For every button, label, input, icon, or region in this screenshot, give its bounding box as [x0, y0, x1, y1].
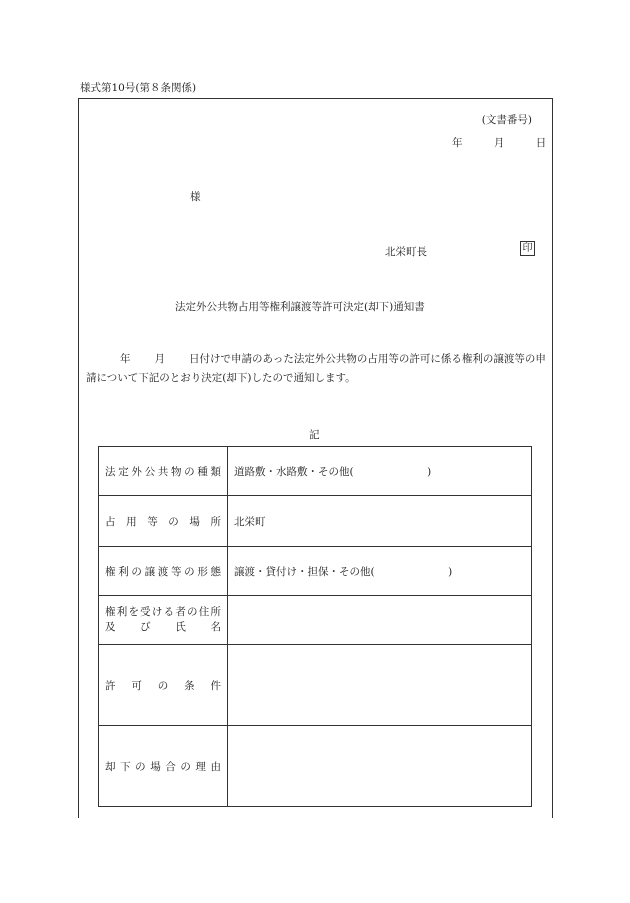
table-row [99, 596, 532, 645]
row-label-line1: 権 利 を 受 け る 者 の 住 所 [105, 606, 221, 618]
date-day: 日 [535, 137, 547, 149]
row-value [228, 645, 532, 726]
table-row [99, 547, 532, 596]
row-value: 道路敷・水路敷・その他( ) [228, 447, 532, 496]
table-row [99, 447, 532, 496]
row-label: 却 下 の 場 合 の 理 由 [105, 760, 221, 773]
detail-table [98, 446, 532, 807]
seal-mark: 印 [520, 241, 535, 256]
ki-heading: 記 [309, 429, 320, 441]
row-label-line2: 及 び 氏 名 [105, 621, 221, 633]
row-label-cell [99, 547, 228, 596]
table-row [99, 645, 532, 726]
form-number-label: 様式第10号(第８条関係) [80, 82, 197, 94]
document-title: 法定外公共物占用等権利譲渡等許可決定(却下)通知書 [175, 301, 425, 313]
row-label-cell [99, 726, 228, 807]
row-label-cell [99, 447, 228, 496]
date-month: 月 [493, 137, 505, 149]
row-label: 占 用 等 の 場 所 [105, 515, 221, 528]
date-line [452, 135, 546, 150]
table-row [99, 726, 532, 807]
row-label-cell [99, 645, 228, 726]
body-text [86, 350, 546, 388]
body-year: 年 [120, 353, 131, 365]
row-label: 法 定 外 公 共 物 の 種 類 [105, 465, 221, 478]
row-label: 権 利 の 譲 渡 等 の 形 態 [105, 565, 221, 578]
issuer-name: 北栄町長 [385, 246, 427, 258]
body-month: 月 [154, 353, 165, 365]
row-value [228, 596, 532, 645]
body-paragraph: 日付けで申請のあった法定外公共物の占用等の許可に係る権利の譲渡等の申請について下記のとおり決定(却下)したので通知します。 [86, 353, 546, 384]
row-label-cell [99, 496, 228, 547]
row-label-cell [99, 596, 228, 645]
row-value: 北栄町 [228, 496, 532, 547]
document-number: (文書番号) [481, 114, 532, 126]
recipient-suffix: 様 [190, 191, 201, 203]
table-row [99, 496, 532, 547]
row-value [228, 726, 532, 807]
row-value: 譲渡・貸付け・担保・その他( ) [228, 547, 532, 596]
date-year: 年 [452, 137, 463, 149]
row-label: 許 可 の 条 件 [105, 679, 221, 692]
